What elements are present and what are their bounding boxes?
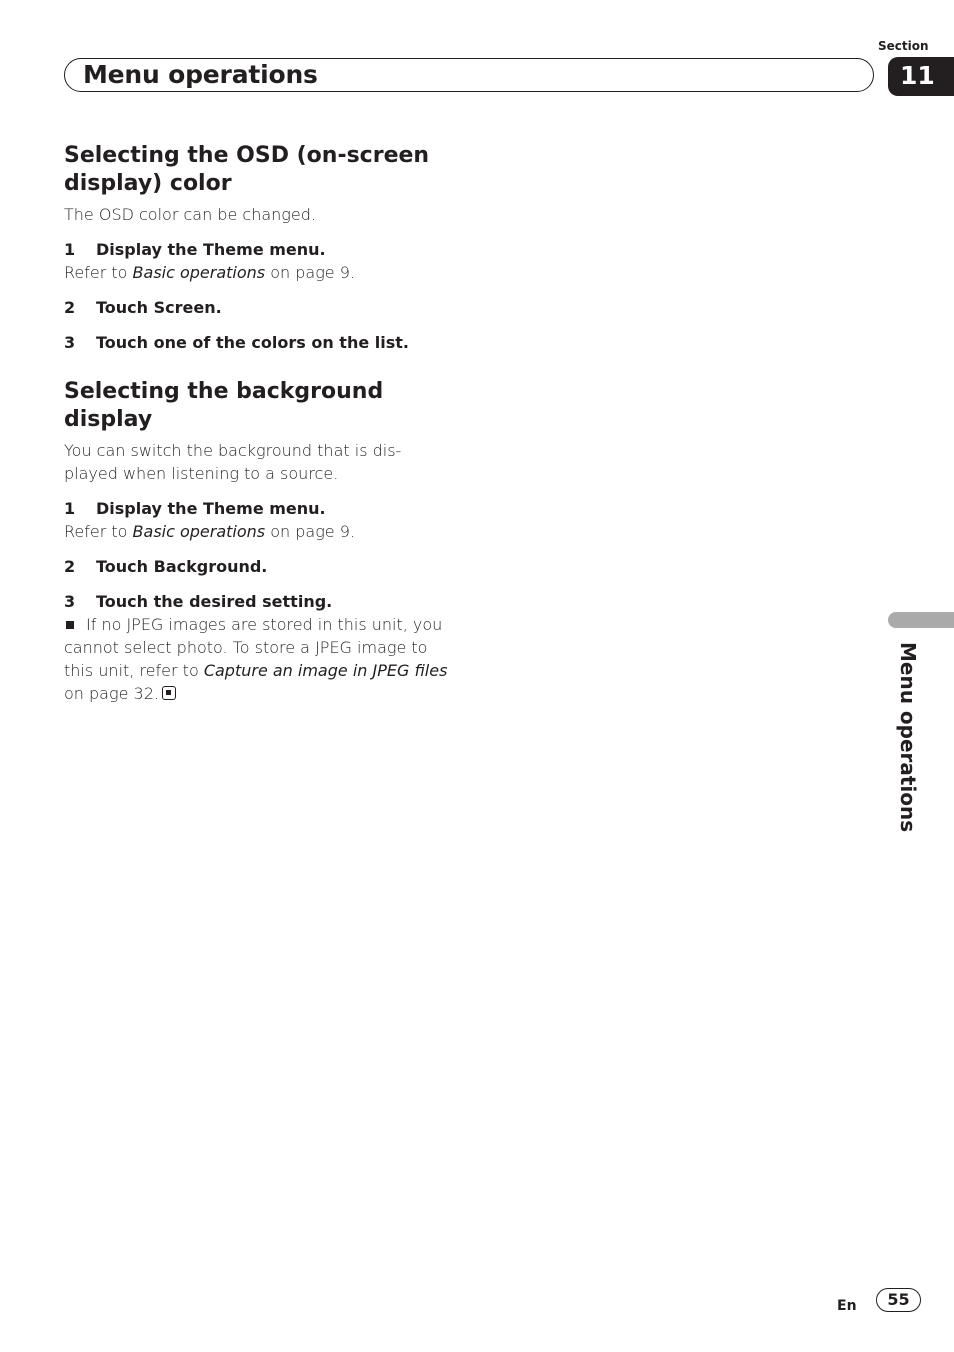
refer-suffix: on page 9. — [265, 522, 355, 541]
note-line: If no JPEG images are stored in this unit, you — [86, 615, 443, 634]
osd-heading-line2: display) color — [64, 171, 232, 196]
background-intro — [64, 439, 454, 485]
osd-heading — [64, 142, 454, 198]
step-number: 3 — [64, 592, 76, 611]
refer-link[interactable]: Capture an image in JPEG files — [203, 661, 448, 680]
osd-step-1-refer — [64, 261, 454, 284]
refer-link[interactable]: Basic operations — [132, 263, 266, 282]
section-label: Section — [878, 39, 929, 53]
page-number: 55 — [876, 1288, 921, 1312]
step-text: Display the Theme menu. — [96, 499, 326, 518]
step-text: Display the Theme menu. — [96, 240, 326, 259]
bullet-square-icon — [66, 621, 74, 629]
header-bar — [64, 58, 874, 92]
background-step-3 — [64, 590, 454, 613]
page-title: Menu operations — [83, 60, 318, 89]
step-text: Touch Background. — [96, 557, 268, 576]
side-tab-marker — [888, 612, 954, 628]
language-label: En — [837, 1298, 857, 1314]
note-line: on page 32. — [64, 684, 159, 703]
step-number: 2 — [64, 298, 76, 317]
main-content — [64, 142, 454, 705]
section-tab — [888, 57, 954, 96]
osd-heading-line1: Selecting the OSD (on-screen — [64, 143, 430, 168]
step-number: 2 — [64, 557, 76, 576]
osd-step-3 — [64, 331, 454, 354]
background-step-2 — [64, 555, 454, 578]
osd-step-2 — [64, 296, 454, 319]
background-step-1-refer — [64, 520, 454, 543]
step-text: Touch Screen. — [96, 298, 222, 317]
section-gap — [64, 354, 454, 378]
step-number: 1 — [64, 240, 76, 259]
refer-prefix: Refer to — [64, 522, 133, 541]
background-step-1 — [64, 497, 454, 520]
note-line: cannot select photo. To store a JPEG image to — [64, 638, 428, 657]
step-number: 1 — [64, 499, 76, 518]
osd-intro: The OSD color can be changed. — [64, 205, 316, 224]
refer-prefix: Refer to — [64, 263, 133, 282]
step-number: 3 — [64, 333, 76, 352]
osd-step-1 — [64, 238, 454, 261]
step-text: Touch the desired setting. — [96, 592, 333, 611]
intro-line: played when listening to a source. — [64, 464, 339, 483]
refer-suffix: on page 9. — [265, 263, 355, 282]
step-text: Touch one of the colors on the list. — [96, 333, 409, 352]
side-tab-label: Menu operations — [896, 642, 920, 833]
background-heading: Selecting the background display — [64, 379, 384, 432]
intro-line: You can switch the background that is dis- — [64, 441, 402, 460]
note-line: this unit, refer to — [64, 661, 204, 680]
end-mark-icon — [162, 686, 176, 700]
refer-link[interactable]: Basic operations — [132, 522, 266, 541]
section-number: 11 — [900, 61, 935, 90]
background-note — [64, 613, 454, 705]
